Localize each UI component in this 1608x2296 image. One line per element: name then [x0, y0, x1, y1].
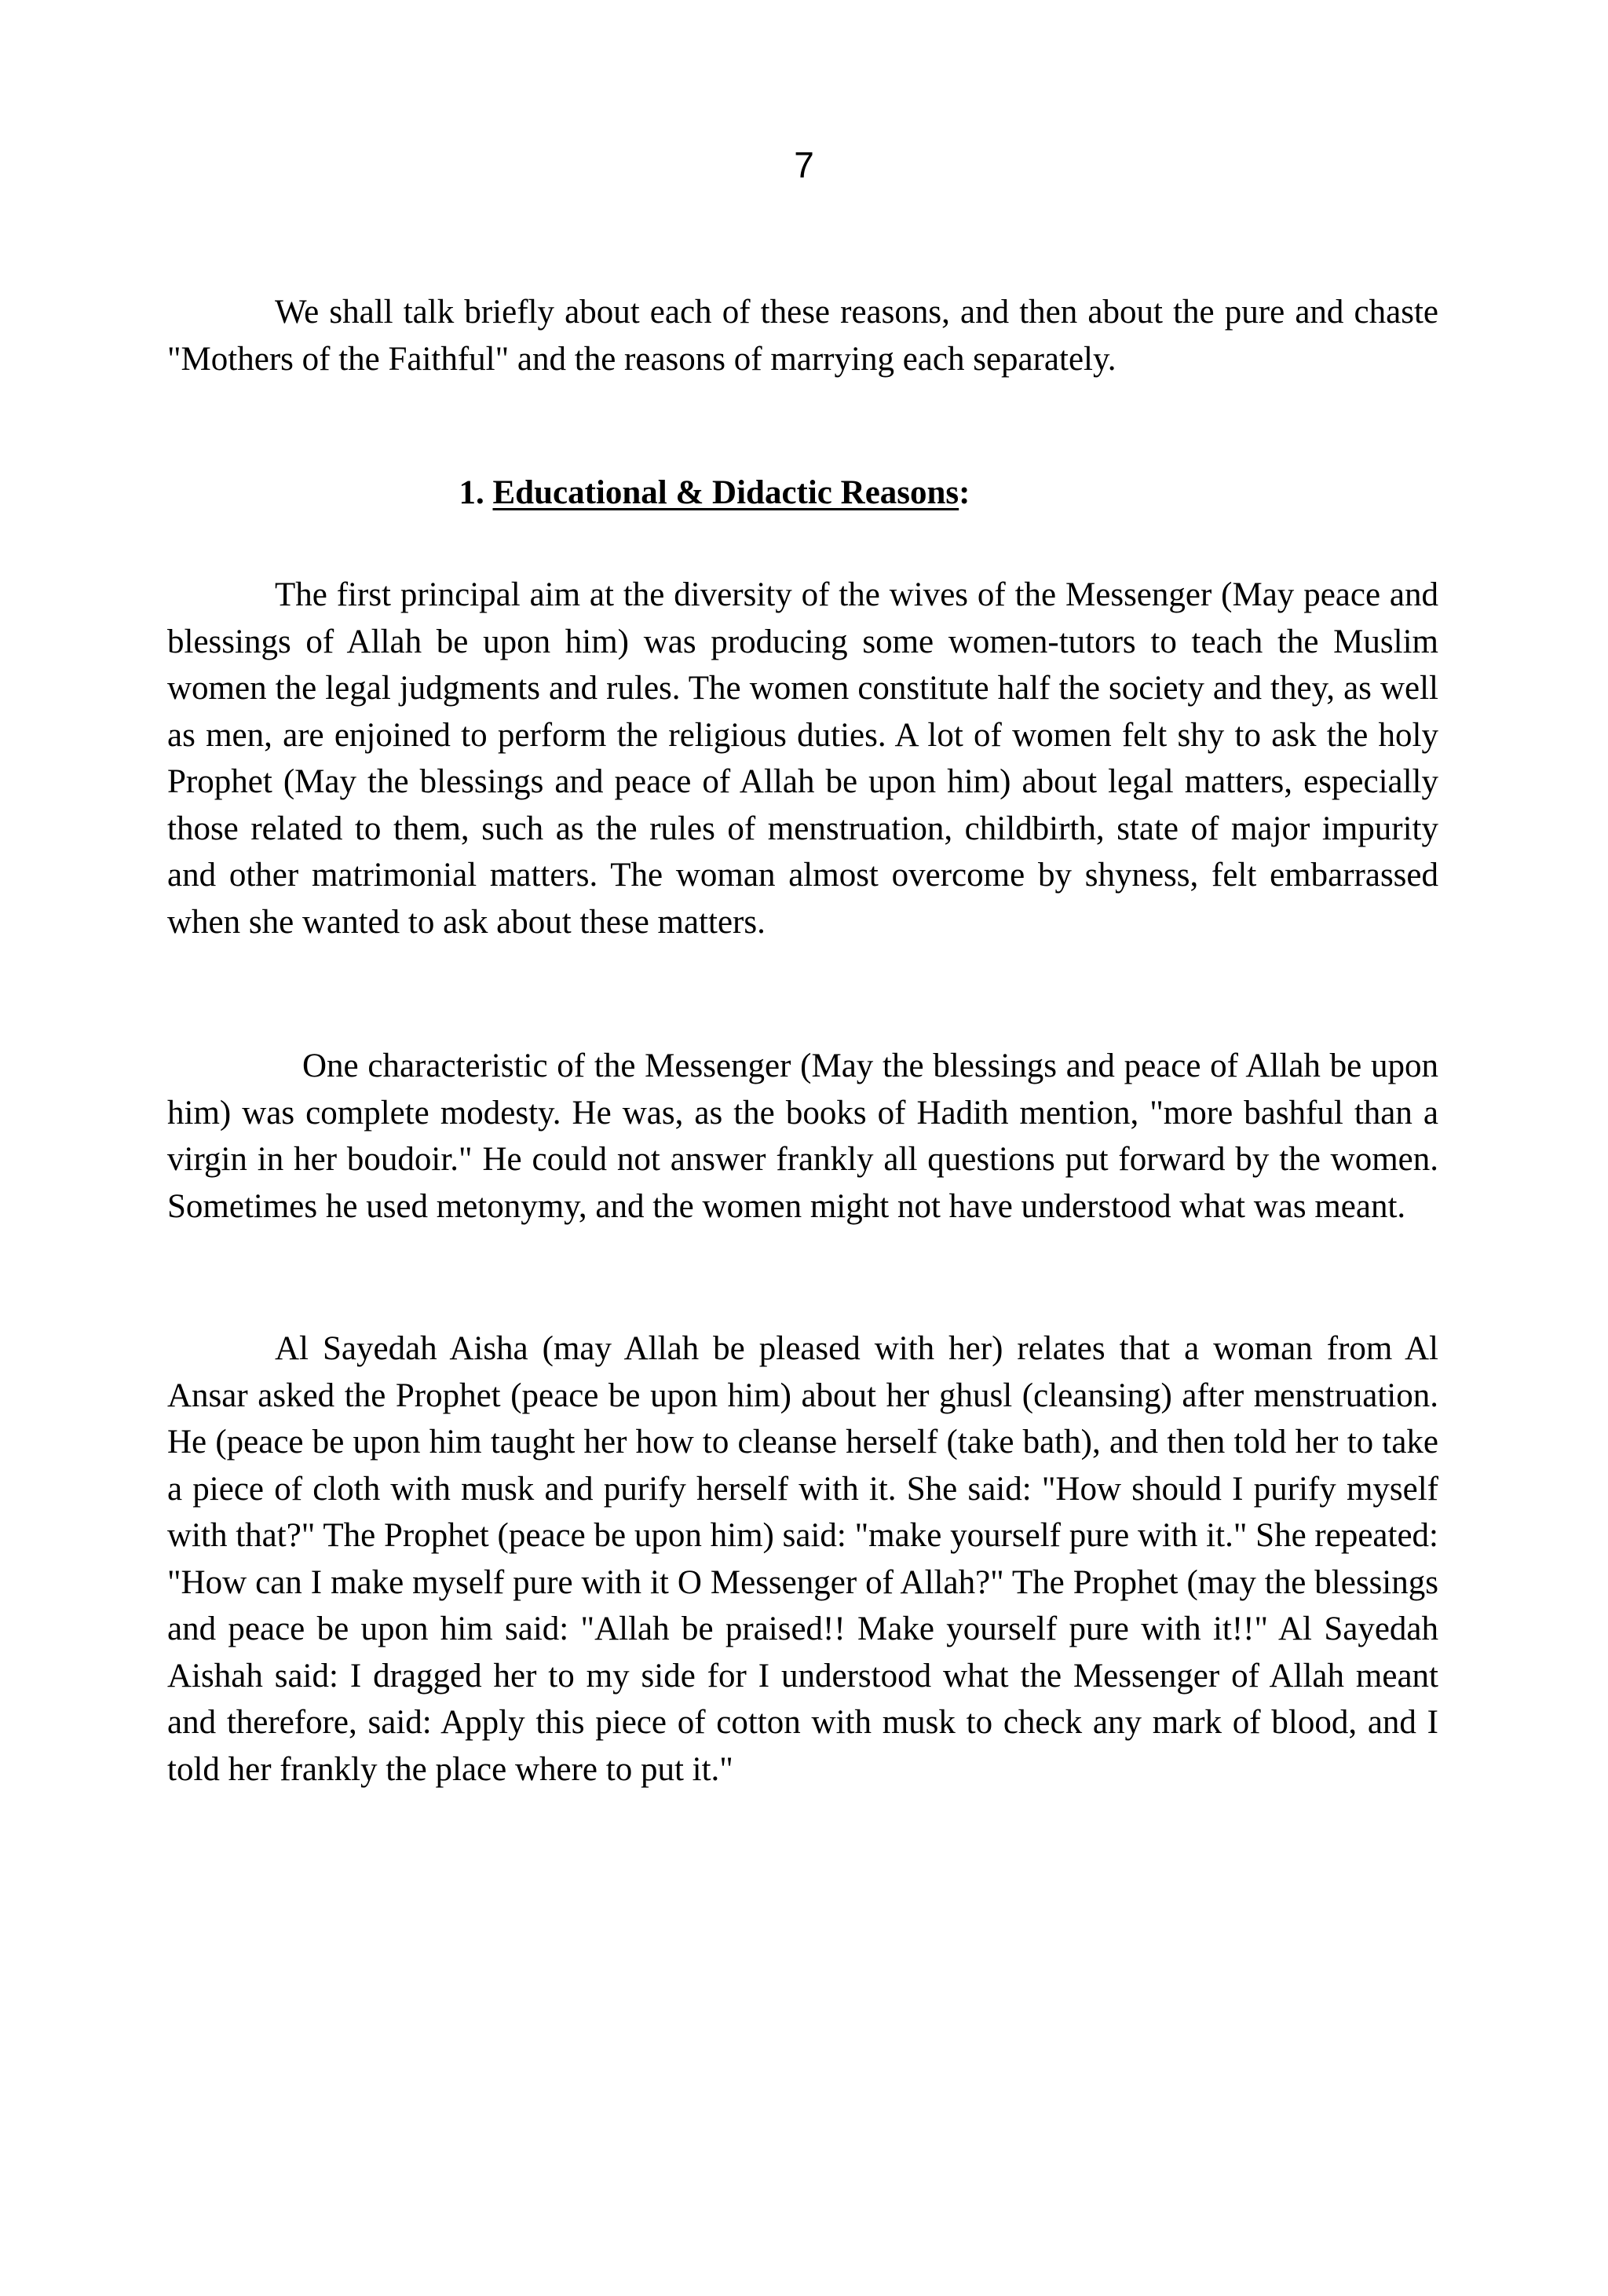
paragraph-messenger-modesty: One characteristic of the Messenger (May the blessings and peace of Allah be upon him) was complete modesty. He was, as the books of Hadith mention, "more bashful than a virgin in her boudoir." He could not answer frankly all questions put forward by the women. Sometimes he used metonymy, and the women might not have understood what was meant. [167, 1047, 1438, 1225]
section-title: Educational & Didactic Reasons [492, 474, 959, 511]
section-heading [0, 470, 1429, 517]
section-colon: : [959, 474, 970, 511]
paragraph-aisha-narration: Al Sayedah Aisha (may Allah be pleased with her) relates that a woman from Al Ansar asked the Prophet (peace be upon him) about her ghusl (cleansing) after menstruation. He (peace be upon him taught her how to cleanse herself (take bath), and then told her to take a piece of cloth with musk and purify herself with it. She said: "How should I purify myself with that?" The Prophet (peace be upon him) said: "make yourself pure with it." She repeated: "How can I make myself pure with it O Messenger of Allah?" The Prophet (may the blessings and peace be upon him said: "Allah be praised!! Make yourself pure with it!!" Al Sayedah Aishah said: I dragged her to my side for I understood what the Messenger of Allah meant and therefore, said: Apply this piece of cotton with musk to check any mark of blood, and I told her frankly the place where to put it." [167, 1330, 1438, 1788]
intro-paragraph: We shall talk briefly about each of these reasons, and then about the pure and chaste "Mothers of the Faithful" and the reasons of marrying each separately. [167, 294, 1438, 378]
paragraph-educational-aim: The first principal aim at the diversity of the wives of the Messenger (May peace and blessings of Allah be upon him) was producing some women-tutors to teach the Muslim women the legal judgments and rules. The women constitute half the society and they, as well as men, are enjoined to perform the religious duties. A lot of women felt shy to ask the holy Prophet (May the blessings and peace of Allah be upon him) about legal matters, especially those related to them, such as the rules of menstruation, childbirth, state of major impurity and other matrimonial matters. The woman almost overcome by shyness, felt embarrassed when she wanted to ask about these matters. [167, 576, 1438, 941]
section-number: 1. [459, 474, 493, 511]
page-number: 7 [794, 144, 814, 185]
